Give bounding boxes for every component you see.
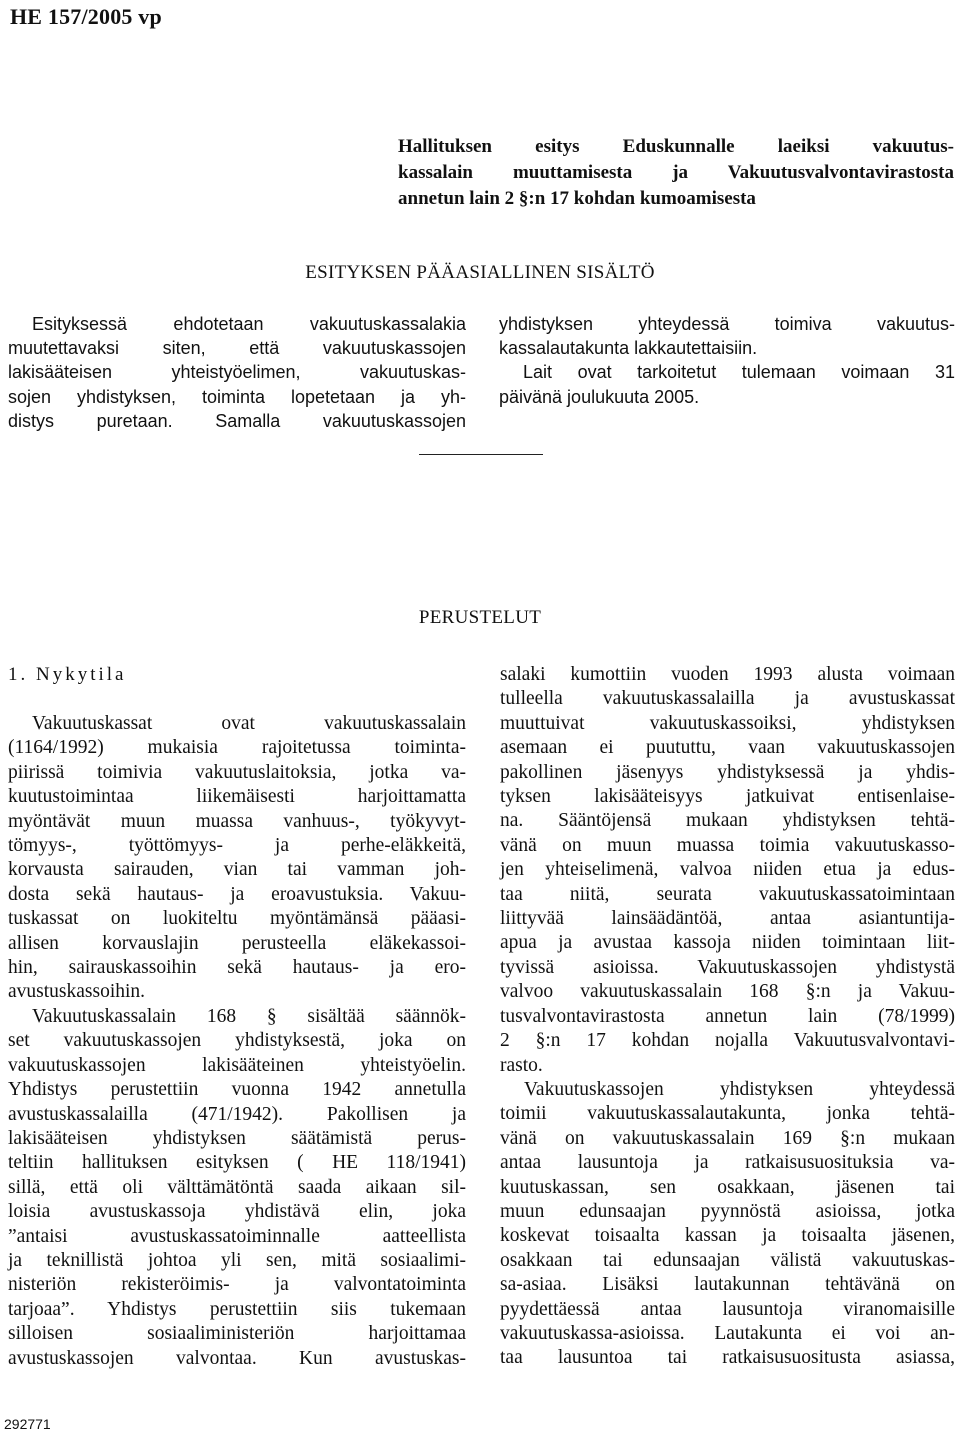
title-line: Hallituksen esitys Eduskunnalle laeiksi vakuutus- [398,136,954,157]
body-line: valvoo vakuutuskassalain 168 §:n ja Vakuu- [500,981,955,1003]
body-line: dosta sekä hautaus- ja eroavustuksia. Vakuu- [8,883,466,905]
summary-line: muutettavaksi siten, että vakuutuskassojen [8,338,466,359]
body-line: Vakuutuskassalain 168 § sisältää säännök- [32,1005,466,1027]
body-line: osakkaan tai edunsaajan välistä vakuutuskas- [500,1249,955,1271]
body-line: muuttuivat vakuutuskassoiksi, yhdistyksen [500,712,955,734]
body-line: salaki kumottiin vuoden 1993 alusta voimaan [500,664,955,685]
body-line: myöntävät muun muassa vanhuus-, työkyvyt- [8,810,466,832]
body-line: avustuskassoihin. [8,981,146,1003]
body-line: set vakuutuskassojen yhdistyksestä, joka on [8,1030,466,1052]
body-line: piirissä toimivia vakuutuslaitoksia, jotka va- [8,761,466,783]
summary-line: lakisääteisen yhteistyöelimen, vakuutuskas- [8,362,466,383]
title-line: kassalain muuttamisesta ja Vakuutusvalvontavirastosta [398,162,954,183]
body-line: kuutustoimintaa liikemäisesti harjoittamatta [8,786,466,808]
body-line: liittyvää lainsäädäntöä, antaa asiantuntija- [500,908,955,930]
body-line: hin, sairauskassoihin sekä hautaus- ja ero- [8,957,466,979]
body-line: lakisääteisen yhdistyksen säätämistä perus- [8,1127,466,1149]
body-line: tusvalvontavirastosta annetun lain (78/1999) [500,1005,955,1027]
body-line: vänä on muun muassa toimia vakuutuskasso- [500,834,955,856]
body-line: na. Sääntöjensä mukaan yhdistyksen tehtä- [500,810,955,832]
body-line: tuskassat on luokiteltu myöntämänsä pääasi- [8,908,466,930]
body-right-column [500,663,955,1371]
summary-line: Esityksessä ehdotetaan vakuutuskassalakia [32,314,466,334]
body-line: 2 §:n 17 kohdan nojalla Vakuutusvalvontavi- [500,1030,955,1052]
document-title [398,134,954,212]
body-line: asemaan ei puututtu, vaan vakuutuskassojen [500,737,955,759]
summary-line: sojen yhdistyksen, toiminta lopetetaan ja yh- [8,386,466,407]
section-heading-nykytila: 1. Nykytila [8,664,127,685]
body-line: taa lausuntoa tai ratkaisusuositusta asiassa, [500,1347,955,1369]
body-line: allisen korvauslajin perusteella eläkekassoi- [8,932,466,954]
body-line: taa niitä, seurata vakuutuskassatoimintaan [500,883,955,905]
body-line: ”antaisi avustuskassatoiminnalle aatteellista [8,1225,466,1247]
body-line: tulleella vakuutuskassalailla ja avustuskassat [500,688,955,710]
body-left-column [8,712,466,1371]
body-line: vakuutuskassa-asioissa. Lautakunta ei voi an- [500,1322,955,1344]
body-line: pyydettäessä antaa lausuntoja viranomaisille [500,1298,955,1320]
print-code: 292771 [4,1416,51,1432]
summary-heading: ESITYKSEN PÄÄASIALLINEN SISÄLTÖ [305,262,655,283]
summary-line: Lait ovat tarkoitetut tulemaan voimaan 31 [523,362,955,383]
body-line: nisteriön rekisteröimis- ja valvontatoiminta [8,1274,466,1296]
body-line: koskevat toisaalta kassan ja toisaalta jäsenen, [500,1225,955,1247]
title-line: annetun lain 2 §:n 17 kohdan kumoamisesta [398,188,756,209]
summary-line: distys puretaan. Samalla vakuutuskassojen [8,410,466,431]
body-line: avustuskassalailla (471/1942). Pakollisen ja [8,1103,466,1125]
body-line: kuutuskassan, sen osakkaan, jäsenen tai [500,1176,955,1198]
section-divider [419,454,543,455]
body-line: toimii vakuutuskassalautakunta, jonka tehtä- [500,1103,955,1125]
body-line: tarjoaa”. Yhdistys perustettiin siis tukemaan [8,1298,466,1320]
summary-line: yhdistyksen yhteydessä toimiva vakuutus- [499,314,955,334]
body-line: ja teknillistä johtoa yli sen, mitä sosiaalimi- [8,1249,466,1271]
body-line: silloisen sosiaaliministeriön harjoittamaa [8,1323,466,1345]
body-line: korvausta sairauden, vian tai vamman joh- [8,859,466,881]
body-line: apua ja avustaa kassoja niiden toimintaan liit- [500,932,955,954]
body-line: muun edunsaajan pyynnöstä asioissa, jotka [500,1200,955,1222]
body-line: vänä on vakuutuskassalain 169 §:n mukaan [500,1127,955,1149]
body-line: (1164/1992) mukaisia rajoitetussa toiminta- [8,737,466,759]
body-line: teltiin hallituksen esityksen ( HE 118/1941) [8,1152,466,1174]
body-line: tyvissä asioissa. Vakuutuskassojen yhdistystä [500,956,955,978]
summary-line: päivänä joulukuuta 2005. [499,386,700,407]
perustelut-heading: PERUSTELUT [418,607,542,628]
body-line: jen yhteiselimenä, valvoa niiden etua ja edus- [500,859,955,881]
body-line: tyksen lakisääteisyys jatkuivat entisenlaise- [500,786,955,808]
body-line: sa-asiaa. Lisäksi lautakunnan tehtävänä on [500,1274,955,1296]
body-line: Vakuutuskassojen yhdistyksen yhteydessä [524,1078,955,1100]
body-line: antaa lausuntoja ja ratkaisusuosituksia va- [500,1152,955,1174]
body-line: vakuutuskassojen lakisääteinen yhteistyöelin. [8,1054,466,1076]
summary-left-column [8,312,466,433]
body-line: avustuskassojen valvontaa. Kun avustuskas- [8,1347,466,1369]
summary-right-column [499,312,955,409]
body-line: sillä, että oli välttämätöntä saada aikaan sil- [8,1176,466,1198]
body-line: loisia avustuskassoja yhdistävä elin, joka [8,1201,466,1223]
summary-line: kassalautakunta lakkautettaisiin. [499,338,758,359]
body-line: pakollinen jäsenyys yhdistyksessä ja yhdis- [500,761,955,783]
body-line: tömyys-, työttömyys- ja perhe-eläkkeitä, [8,835,466,857]
body-line: Yhdistys perustettiin vuonna 1942 annetulla [8,1079,466,1101]
body-line: rasto. [500,1054,543,1076]
body-line: Vakuutuskassat ovat vakuutuskassalain [32,713,466,734]
document-id: HE 157/2005 vp [10,4,162,29]
